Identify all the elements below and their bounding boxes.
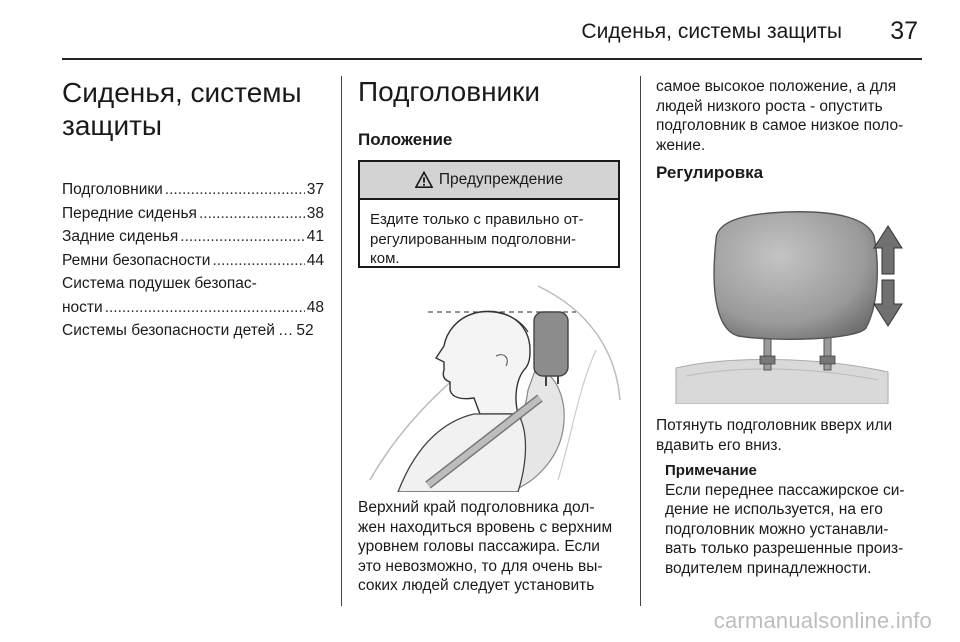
headrest-position-illustration [358, 280, 622, 492]
note-block: Примечание Если переднее пассажирское си- дение не используется, на его подголовник можно устанавли- вать только разрешенные произ- водителем принадлежности. [665, 461, 927, 578]
toc-entry[interactable]: Передние сиденья ..... 38 [62, 202, 324, 226]
subsection-heading-adjustment: Регулировка [656, 163, 764, 182]
table-of-contents [62, 178, 324, 343]
warning-triangle-icon [415, 171, 433, 189]
section-title: Подголовники [358, 76, 541, 107]
toc-entry[interactable]: Системы безопасности детей … 52 [62, 322, 314, 339]
toc-entry[interactable]: Система подушек безопас- ности ..... 48 [62, 272, 324, 319]
page-number: 37 [890, 17, 918, 45]
warning-box [358, 160, 620, 268]
adjustment-text: Потянуть подголовник вверх или вдавить его вниз. [656, 417, 893, 454]
header-divider [62, 58, 922, 60]
watermark: carmanualsonline.info [713, 608, 932, 633]
toc-entry[interactable]: Задние сиденья ..... 41 [62, 225, 324, 249]
toc-entry[interactable]: Подголовники ..... 37 [62, 178, 324, 202]
chapter-title: Сиденья, системы защиты [62, 77, 302, 141]
warning-header: Предупреждение [360, 162, 618, 200]
running-header-title: Сиденья, системы защиты [581, 20, 842, 43]
position-text-continued: самое высокое положение, а для людей низкого роста - опустить подголовник в самое низкое поло- жение. [656, 78, 904, 154]
position-caption: Верхний край подголовника дол- жен находиться вровень с верхним уровнем головы пассажира. Если это невозможно, то для очень вы- соких людей следует установить [358, 499, 613, 594]
note-heading: Примечание [665, 462, 757, 479]
column-divider-1 [341, 76, 342, 606]
column-divider-2 [640, 76, 641, 606]
subsection-heading-position: Положение [358, 130, 453, 149]
warning-text: Ездите только с правильно от- регулированным подголовни- ком. [370, 211, 584, 267]
toc-entry[interactable]: Ремни безопасности ..... 44 [62, 249, 324, 273]
headrest-adjustment-illustration [656, 196, 920, 404]
